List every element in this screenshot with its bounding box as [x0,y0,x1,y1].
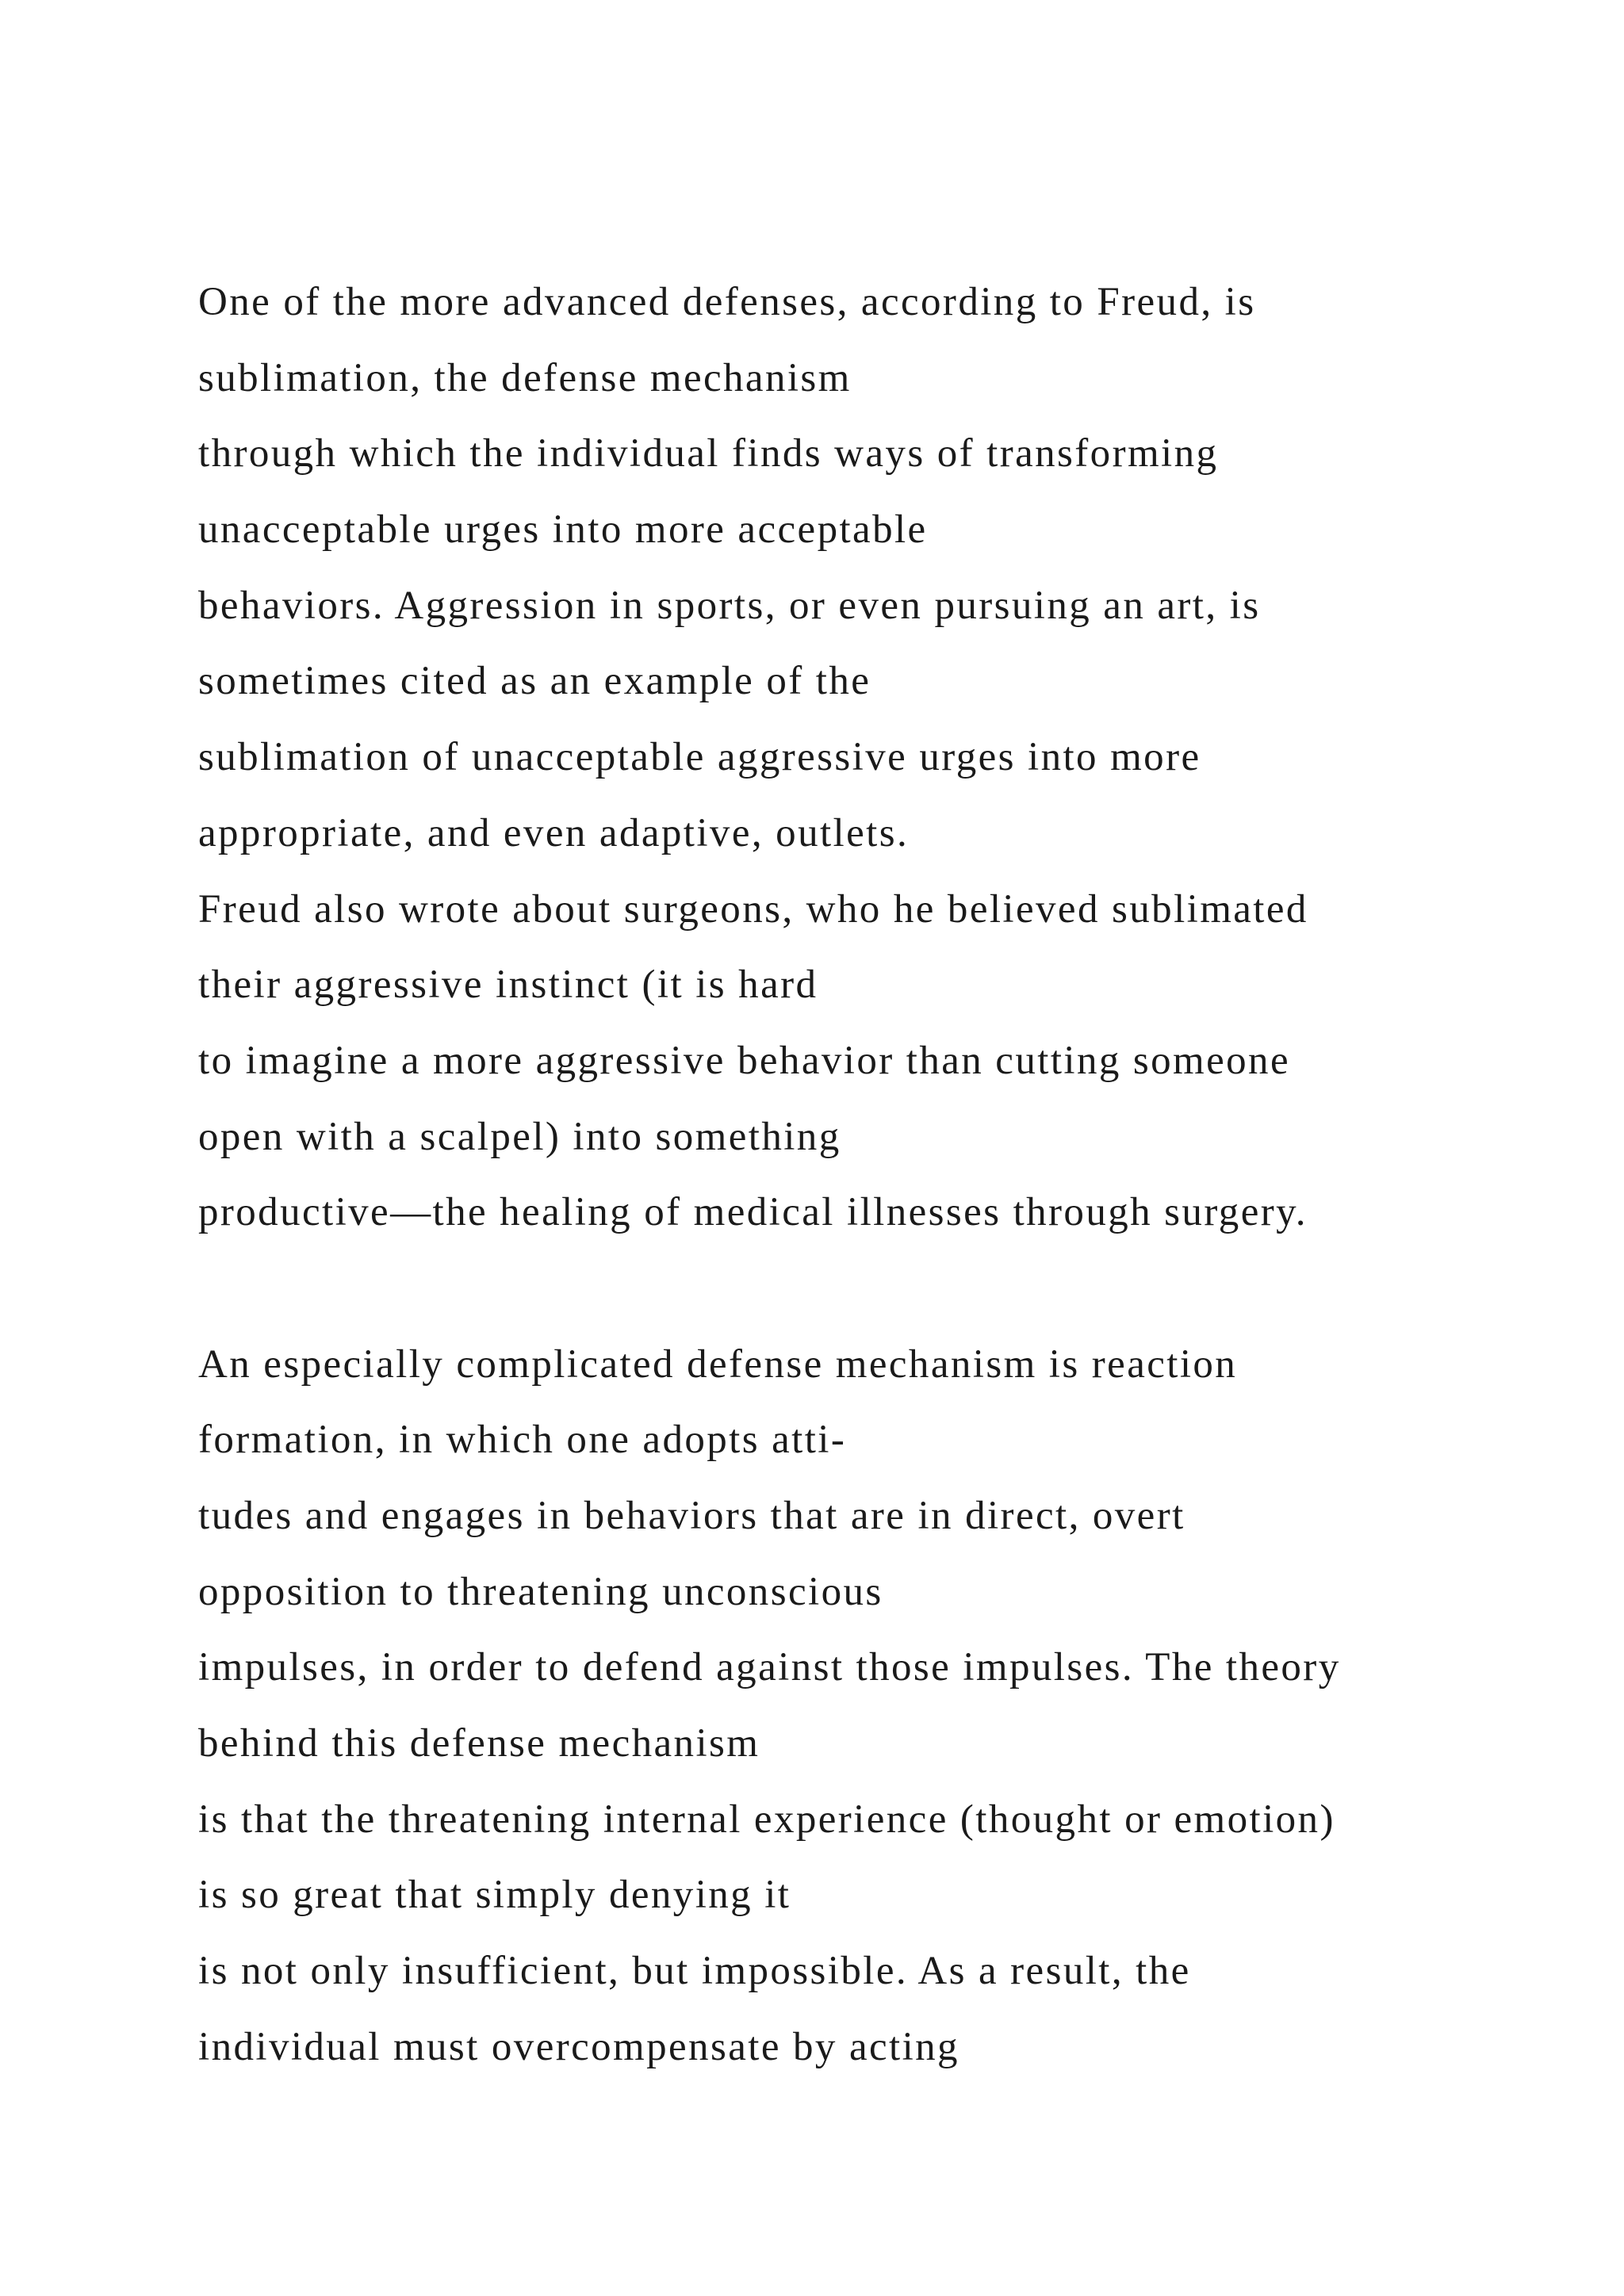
text-line: Freud also wrote about surgeons, who he believed sublimated [198,886,1308,932]
text-line: sublimation of unacceptable aggressive urges into more [198,735,1201,780]
text-line: An especially complicated defense mechanism is reaction [198,1341,1238,1387]
text-line: behind this defense mechanism [198,1721,760,1766]
text-line: impulses, in order to defend against those impulses. The theory [198,1645,1341,1690]
text-line: through which the individual finds ways of transforming [198,431,1219,476]
text-line: appropriate, and even adaptive, outlets. [198,810,910,855]
text-line: behaviors. Aggression in sports, or even pursuing an art, is [198,583,1261,628]
text-line: is so great that simply denying it [198,1873,791,1918]
text-line: tudes and engages in behaviors that are in direct, overt [198,1494,1185,1538]
body-text [198,265,1546,2086]
text-line: formation, in which one adopts atti- [198,1418,847,1463]
text-line: is not only insufficient, but impossible. As a result, the [198,1949,1191,1994]
paragraph-gap [198,1251,1546,1327]
text-line: sublimation, the defense mechanism [198,355,852,400]
text-line: to imagine a more aggressive behavior than cutting someone [198,1038,1290,1083]
text-line: open with a scalpel) into something [198,1114,841,1159]
text-line: individual must overcompensate by acting [198,2024,959,2069]
text-line: opposition to threatening unconscious [198,1569,883,1614]
text-line: their aggressive instinct (it is hard [198,962,818,1008]
text-line: unacceptable urges into more acceptable [198,507,928,553]
text-line: productive—the healing of medical illnesses through surgery. [198,1190,1308,1235]
text-line: is that the threatening internal experience (thought or emotion) [198,1797,1335,1842]
text-line: sometimes cited as an example of the [198,659,871,704]
text-line: One of the more advanced defenses, according to Freud, is [198,280,1256,324]
